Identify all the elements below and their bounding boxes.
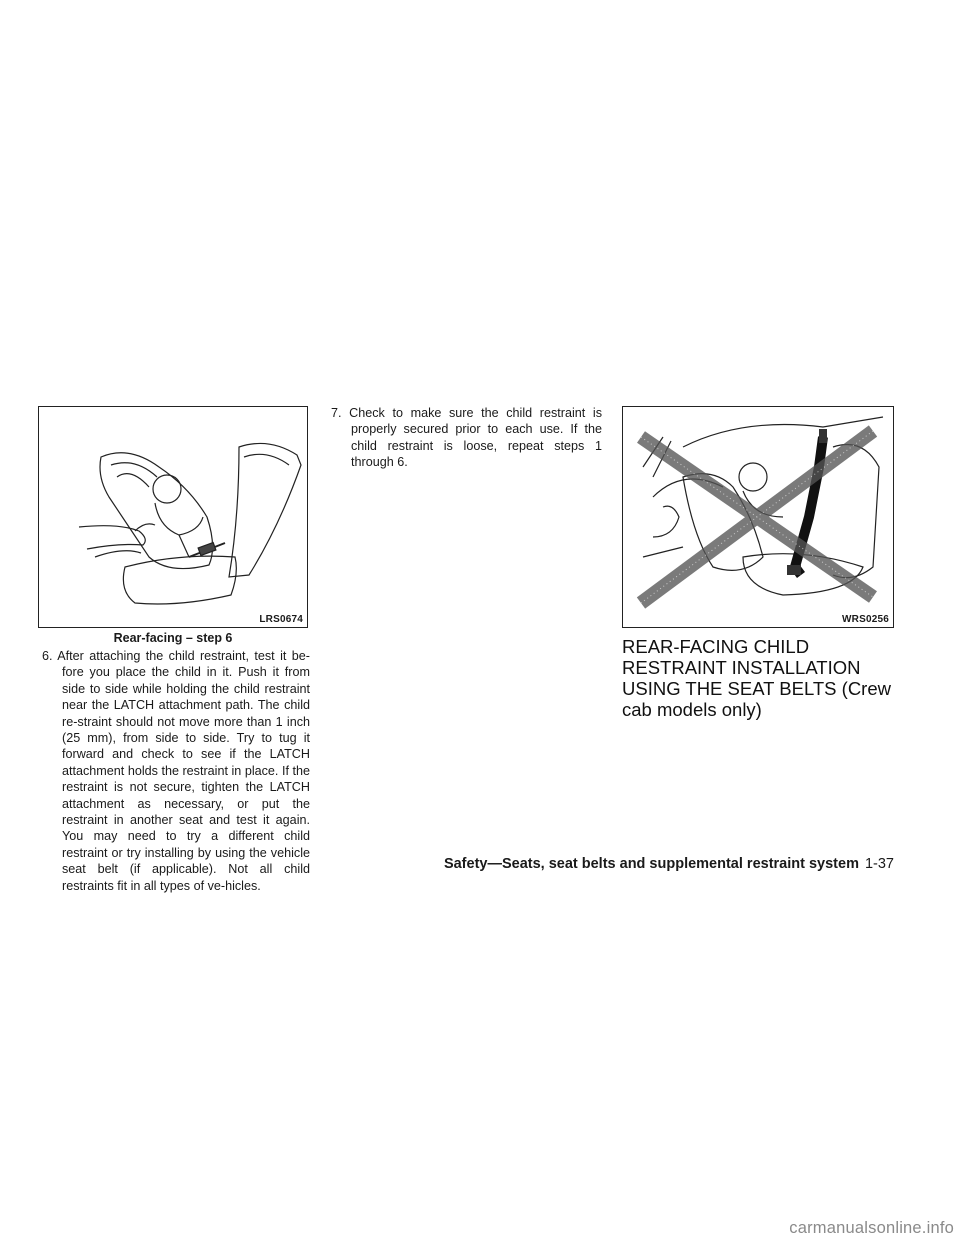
step-text: Check to make sure the child restraint is properly secured prior to each use. If the child restraint is loose, repeat steps 1 through 6. (349, 406, 602, 470)
watermark: carmanualsonline.info (789, 1219, 954, 1237)
figure-caption: Rear-facing – step 6 (113, 631, 233, 645)
instruction-step-7 (331, 405, 602, 471)
page-footer (444, 856, 894, 872)
figure-code: LRS0674 (259, 614, 303, 625)
page-number: 1-37 (864, 856, 894, 872)
step-text: After attaching the child restraint, test it be-fore you place the child in it. Push it from side to side while holding the child restraint near the LATCH attachment path. The child re-straint should not move more than 1 inch (25 mm), from side to side. Try to tug it forward and check to see if the LATCH attachment holds the restraint in place. If the restraint is not secure, tighten the LATCH attachment as necessary, or put the restraint in another seat and test it again. You may need to try a different child restraint or try installing by using the vehicle seat belt (if applicable). Not all child restraints fit in all types of ve-hicles. (57, 649, 310, 893)
step-number: 7. (331, 406, 342, 420)
figure-code: WRS0256 (842, 614, 889, 625)
footer-section-title: Safety—Seats, seat belts and supplemental restraint system (443, 856, 859, 872)
figure-rear-facing-step6 (38, 406, 308, 628)
figure-incorrect-installation (622, 406, 894, 628)
child-seat-illustration-icon (39, 407, 307, 627)
section-heading: REAR-FACING CHILD RESTRAINT INSTALLATION USING THE SEAT BELTS (Crew cab models only) (622, 636, 891, 720)
incorrect-installation-illustration-icon (623, 407, 893, 627)
step-number: 6. (42, 649, 53, 663)
instruction-step-6 (42, 648, 310, 894)
